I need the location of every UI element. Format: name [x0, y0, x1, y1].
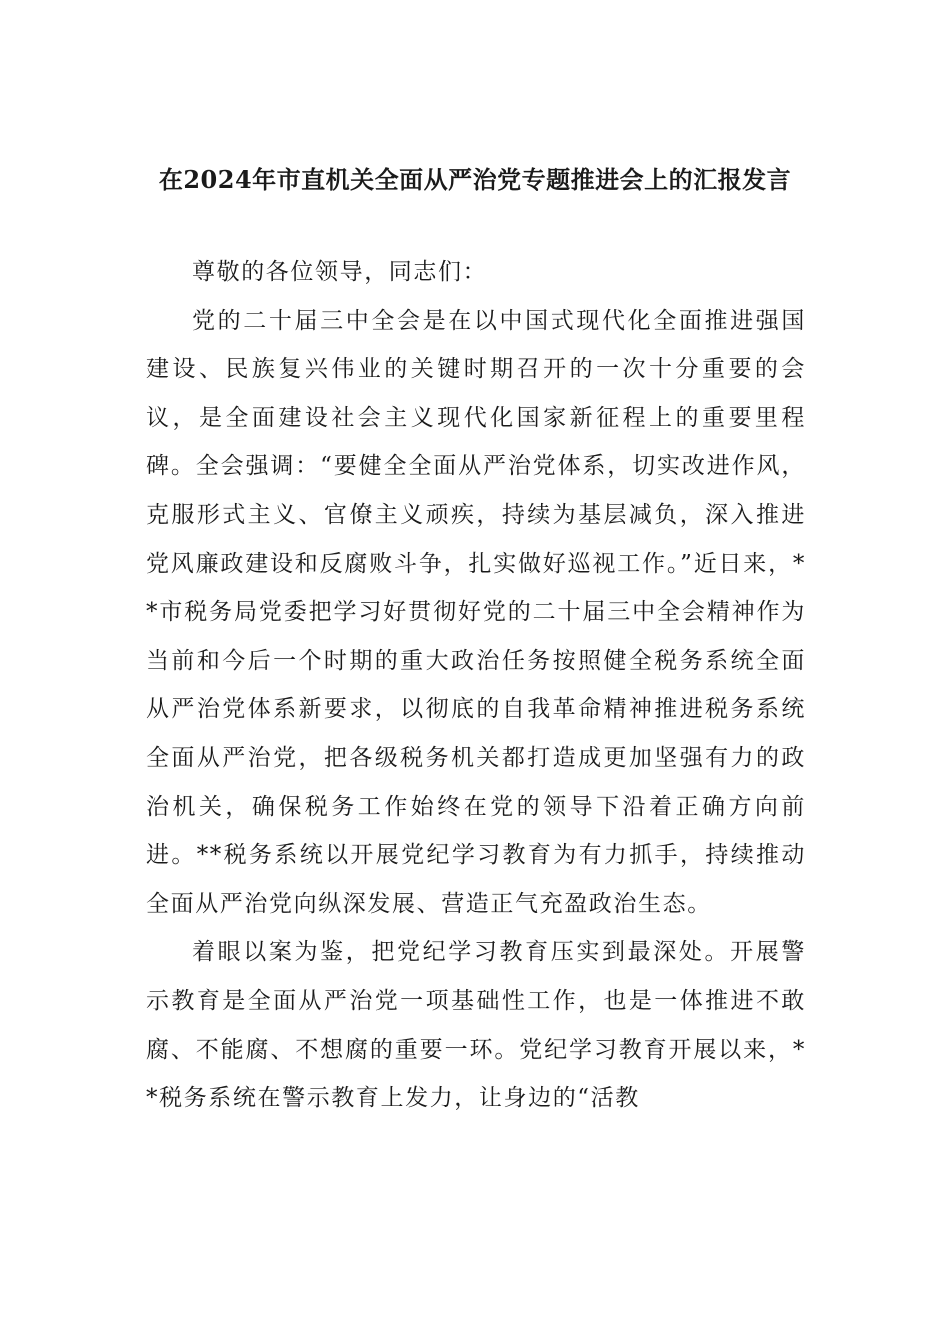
document-title: 在2024年市直机关全面从严治党专题推进会上的汇报发言 [158, 165, 792, 194]
body-paragraph-1: 党的二十届三中全会是在以中国式现代化全面推进强国建设、民族复兴伟业的关键时期召开的一次十分重要的会议，是全面建设社会主义现代化国家新征程上的重要里程碑。全会强调：“要健全全面从严治党体系，切实改进作风，克服形式主义、官僚主义顽疾，持续为基层减负，深入推进党风廉政建设和反腐败斗争，扎实做好巡视工作。”近日来，**市税务局党委把学习好贯彻好党的二十届三中全会精神作为当前和今后一个时期的重大政治任务按照健全税务系统全面从严治党体系新要求，以彻底的自我革命精神推进税务系统全面从严治党，把各级税务机关都打造成更加坚强有力的政治机关，确保税务工作始终在党的领导下沿着正确方向前进。**税务系统以开展党纪学习教育为有力抓手，持续推动全面从严治党向纵深发展、营造正气充盈政治生态。 [146, 307, 806, 917]
salutation: 尊敬的各位领导，同志们： [192, 259, 488, 285]
document-body [146, 248, 806, 1123]
body-paragraph-2: 着眼以案为鉴，把党纪学习教育压实到最深处。开展警示教育是全面从严治党一项基础性工作，也是一体推进不敢腐、不能腐、不想腐的重要一环。党纪学习教育开展以来，**税务系统在警示教育上发力，让身边的“活教 [146, 939, 806, 1112]
